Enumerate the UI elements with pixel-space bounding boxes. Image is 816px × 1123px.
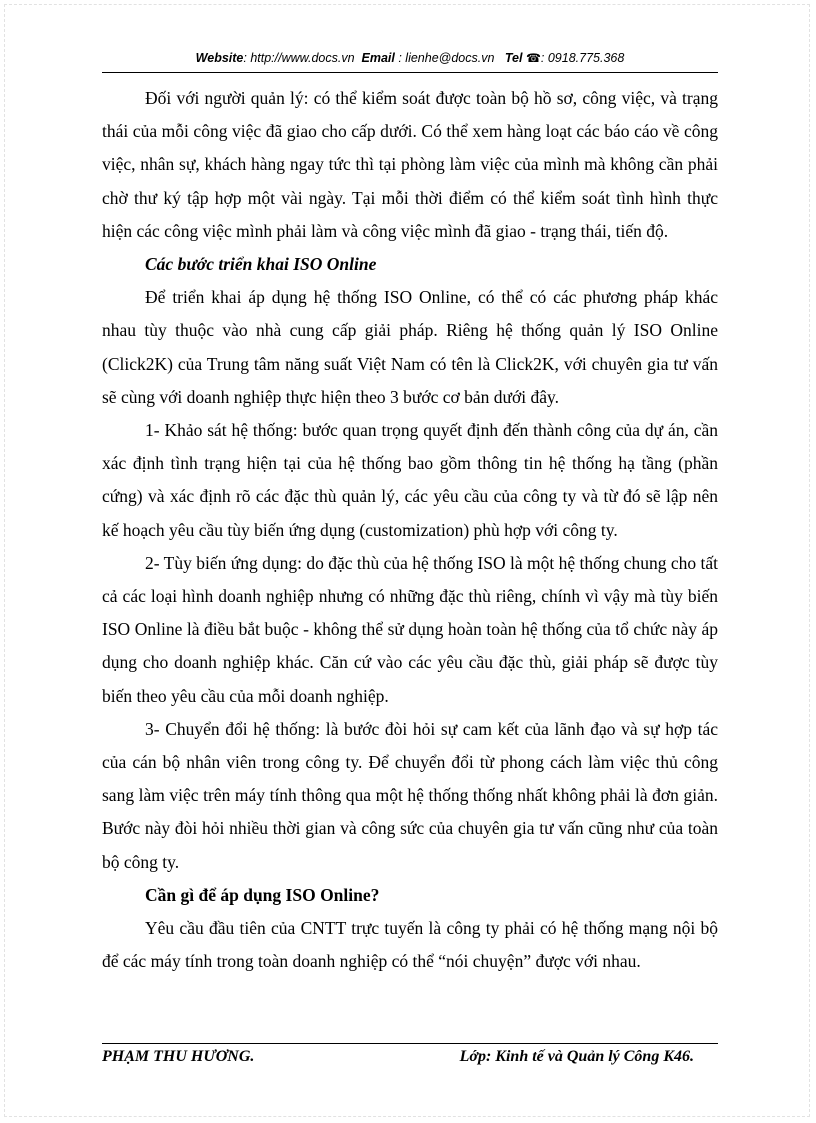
- paragraph-manager: Đối với người quản lý: có thể kiểm soát được toàn bộ hồ sơ, công việc, và trạng thái của mỗi công việc đã giao cho cấp dưới. Có thể xem hàng loạt các báo cáo về công việc, nhân sự, khách hàng ngay tức thì tại phòng làm việc của mình mà không cần phải chờ thư ký tập hợp một vài ngày. Tại mỗi thời điểm có thể kiểm soát tình hình thực hiện các công việc mình phải làm và công việc mình đã giao - trạng thái, tiến độ.: [102, 88, 718, 241]
- footer-class-info: Lớp: Kinh tế và Quản lý Công K46.: [459, 1048, 694, 1065]
- paragraph-step-2: 2- Tùy biến ứng dụng: do đặc thù của hệ thống ISO là một hệ thống chung cho tất cả các loại hình doanh nghiệp nhưng có những đặc thù riêng, chính vì vậy mà tùy biến ISO Online là điều bắt buộc - không thể sử dụng hoàn toàn hệ thống của tổ chức này áp dụng cho doanh nghiệp khác. Căn cứ vào các yêu cầu đặc thù, giải pháp sẽ được tùy biến theo yêu cầu của mỗi doanh nghiệp.: [102, 552, 718, 706]
- page-header: [102, 48, 718, 73]
- tel-value: : 0918.775.368: [540, 51, 625, 65]
- footer-author: PHẠM THU HƯƠNG.: [102, 1048, 255, 1065]
- paragraph-step-3: 3- Chuyển đổi hệ thống: là bước đòi hỏi sự cam kết của lãnh đạo và sự hợp tác của cán bộ nhân viên trong công ty. Để chuyển đổi từ phong cách làm việc thủ công sang làm việc trên máy tính thông qua một hệ thống thống nhất không phải là đơn giản. Bước này đòi hỏi nhiều thời gian và công sức của chuyên gia tư vấn cũng như của toàn bộ công ty.: [102, 718, 718, 872]
- phone-icon: ☎: [525, 51, 541, 65]
- heading-requirements: Cần gì để áp dụng ISO Online?: [145, 884, 380, 905]
- email-label: Email: [361, 51, 395, 65]
- email-value: : lienhe@docs.vn: [398, 51, 495, 65]
- tel-label: Tel: [504, 51, 523, 65]
- website-label: Website: [195, 51, 244, 65]
- document-body: [102, 82, 718, 978]
- paragraph-requirements: Yêu cầu đầu tiên của CNTT trực tuyến là công ty phải có hệ thống mạng nội bộ để các máy tính trong toàn doanh nghiệp có thể “nói chuyện” được với nhau.: [102, 918, 718, 972]
- page-footer: [102, 1043, 718, 1066]
- heading-deployment-steps: Các bước triển khai ISO Online: [145, 254, 377, 275]
- website-value: : http://www.docs.vn: [243, 51, 355, 65]
- paragraph-deployment-intro: Để triển khai áp dụng hệ thống ISO Online, có thể có các phương pháp khác nhau tùy thuộc vào nhà cung cấp giải pháp. Riêng hệ thống quản lý ISO Online (Click2K) của Trung tâm năng suất Việt Nam có tên là Click2K, với chuyên gia tư vấn sẽ cùng với doanh nghiệp thực hiện theo 3 bước cơ bản dưới đây.: [102, 287, 718, 407]
- paragraph-step-1: 1- Khảo sát hệ thống: bước quan trọng quyết định đến thành công của dự án, cần xác định tình trạng hiện tại của hệ thống bao gồm thông tin hệ thống hạ tầng (phần cứng) và xác định rõ các đặc thù quản lý, các yêu cầu của công ty và từ đó sẽ lập nên kế hoạch yêu cầu tùy biến ứng dụng (customization) phù hợp với công ty.: [102, 420, 718, 540]
